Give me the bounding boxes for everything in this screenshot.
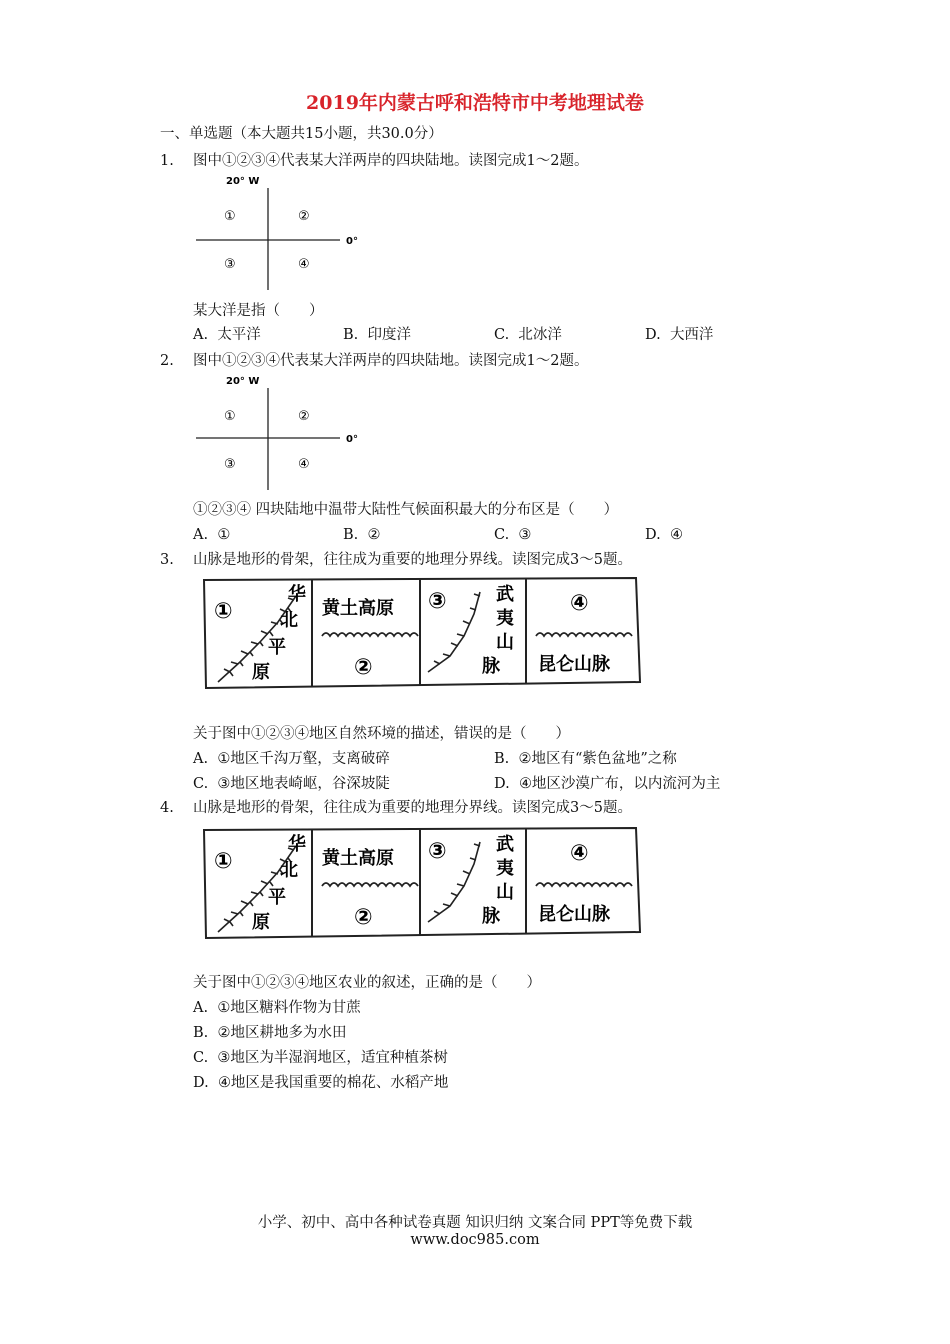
footer-promo-text: 小学、初中、高中各种试卷真题 知识归纳 文案合同 PPT等免费下载	[257, 1215, 693, 1231]
panel-2-number: ②	[354, 905, 373, 930]
question-3-option-d[interactable]: D. ④地区沙漠广布，以内流河为主	[494, 776, 721, 792]
land-4-label: ④	[298, 457, 310, 472]
panel-3-number: ③	[428, 839, 447, 864]
question-2-option-c[interactable]: C. ③	[494, 527, 532, 543]
question-3-option-c[interactable]: C. ③地区地表崎岖，谷深坡陡	[193, 776, 390, 792]
question-4-option-a[interactable]: A. ①地区糖料作物为甘蔗	[193, 1000, 361, 1016]
panel-4-number: ④	[570, 841, 589, 866]
panel-3-char-3: 山	[496, 882, 514, 903]
land-4-label: ④	[298, 257, 310, 272]
land-1-label: ①	[224, 409, 236, 424]
section-heading: 一、单选题（本大题共15小题，共30.0分）	[160, 126, 443, 142]
panel-3-char-3: 山	[496, 632, 514, 653]
panel-3-char-4: 脉	[482, 656, 500, 677]
question-4-text: 关于图中①②③④地区农业的叙述，正确的是（ ）	[193, 975, 541, 991]
panel-3-char-4: 脉	[482, 906, 500, 927]
question-1-option-c[interactable]: C. 北冰洋	[494, 327, 562, 343]
panel-1-number: ①	[214, 849, 233, 874]
question-4-option-d[interactable]: D. ④地区是我国重要的棉花、水稻产地	[193, 1075, 449, 1091]
panel-1-number: ①	[214, 599, 233, 624]
question-1-number: 1.	[160, 153, 174, 169]
panel-3-char-1: 武	[496, 834, 514, 855]
question-4-landform-strip	[200, 824, 645, 944]
land-2-label: ②	[298, 209, 310, 224]
panel-2-number: ②	[354, 655, 373, 680]
panel-2-title: 黄土高原	[322, 598, 394, 619]
question-3-stem: 山脉是地形的骨架，往往成为重要的地理分界线。读图完成3～5题。	[193, 552, 632, 568]
panel-1-char-2: 北	[280, 860, 298, 881]
panel-1-char-2: 北	[280, 610, 298, 631]
question-4-option-c[interactable]: C. ③地区为半湿润地区，适宜种植茶树	[193, 1050, 448, 1066]
panel-1-char-3: 平	[268, 887, 286, 908]
panel-1-char-1: 华	[288, 834, 306, 855]
question-3-option-b[interactable]: B. ②地区有“紫色盆地”之称	[494, 751, 677, 767]
question-2-option-a[interactable]: A. ①	[193, 527, 231, 543]
panel-4-title: 昆仑山脉	[538, 904, 610, 925]
panel-2-title: 黄土高原	[322, 848, 394, 869]
equator-label: 0°	[346, 236, 358, 247]
panel-1-char-4: 原	[252, 912, 270, 933]
panel-3-number: ③	[428, 589, 447, 614]
question-1-stem: 图中①②③④代表某大洋两岸的四块陆地。读图完成1～2题。	[193, 153, 589, 169]
question-2-option-b[interactable]: B. ②	[343, 527, 381, 543]
land-1-label: ①	[224, 209, 236, 224]
panel-1-char-1: 华	[288, 584, 306, 605]
question-3-landform-strip	[200, 574, 645, 694]
question-1-option-d[interactable]: D. 大西洋	[645, 327, 714, 343]
question-4-stem: 山脉是地形的骨架，往往成为重要的地理分界线。读图完成3～5题。	[193, 800, 632, 816]
panel-3-char-2: 夷	[496, 608, 514, 629]
question-2-ocean-diagram	[190, 372, 370, 494]
panel-4-number: ④	[570, 591, 589, 616]
question-2-stem: 图中①②③④代表某大洋两岸的四块陆地。读图完成1～2题。	[193, 353, 589, 369]
question-2-text: ①②③④ 四块陆地中温带大陆性气候面积最大的分布区是（ ）	[193, 502, 619, 518]
question-4-option-b[interactable]: B. ②地区耕地多为水田	[193, 1025, 347, 1041]
question-1-option-b[interactable]: B. 印度洋	[343, 327, 411, 343]
panel-1-char-4: 原	[252, 662, 270, 683]
panel-3-char-1: 武	[496, 584, 514, 605]
land-3-label: ③	[224, 457, 236, 472]
question-2-number: 2.	[160, 353, 174, 369]
question-4-number: 4.	[160, 800, 174, 816]
land-2-label: ②	[298, 409, 310, 424]
footer-website-link[interactable]: www.doc985.com	[410, 1232, 540, 1248]
meridian-label: 20° W	[226, 176, 260, 187]
land-3-label: ③	[224, 257, 236, 272]
question-1-option-a[interactable]: A. 太平洋	[193, 327, 261, 343]
panel-4-title: 昆仑山脉	[538, 654, 610, 675]
meridian-label: 20° W	[226, 376, 260, 387]
equator-label: 0°	[346, 434, 358, 445]
question-3-number: 3.	[160, 552, 174, 568]
panel-3-char-2: 夷	[496, 858, 514, 879]
panel-1-char-3: 平	[268, 637, 286, 658]
question-3-option-a[interactable]: A. ①地区千沟万壑，支离破碎	[193, 751, 390, 767]
question-1-text: 某大洋是指（ ）	[193, 303, 324, 319]
question-1-ocean-diagram	[190, 172, 370, 294]
question-2-option-d[interactable]: D. ④	[645, 527, 683, 543]
question-3-text: 关于图中①②③④地区自然环境的描述，错误的是（ ）	[193, 726, 570, 742]
page-title: 2019年内蒙古呼和浩特市中考地理试卷	[306, 92, 644, 114]
